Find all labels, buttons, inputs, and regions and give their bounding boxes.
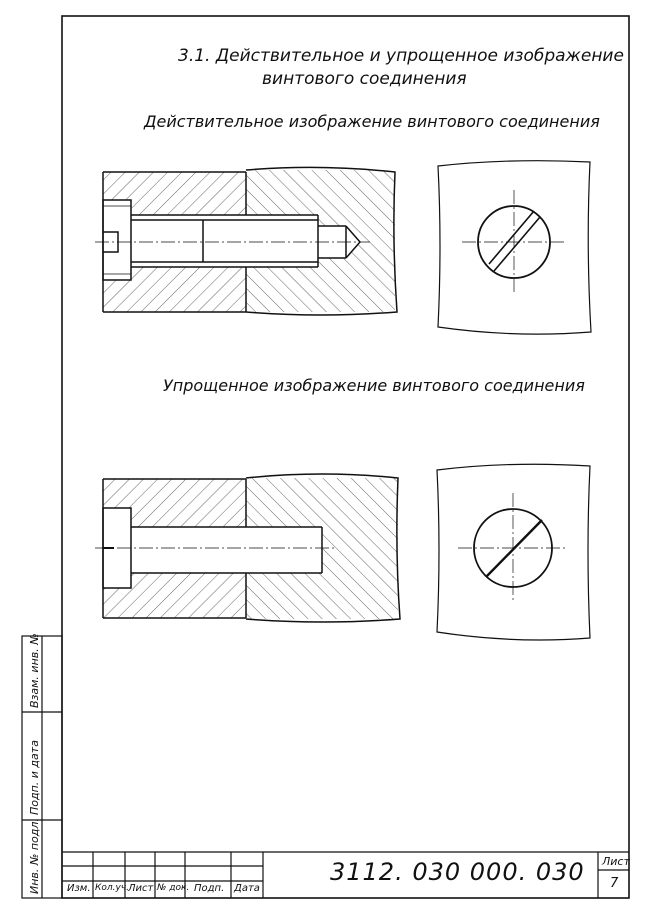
document-designation: 3112. 030 000. 030 <box>330 858 585 886</box>
side-label-vzam-inv: Взам. инв. № <box>28 633 41 708</box>
tb-col-kol-uch: Кол.уч. <box>95 883 130 893</box>
tb-col-n-dok: № док. <box>157 883 190 893</box>
section-heading-actual: Действительное изображение винтового соединения <box>144 112 600 131</box>
tb-col-list: Лист <box>128 883 154 894</box>
sheet-frame <box>62 16 629 898</box>
side-label-podp-data: Подп. и дата <box>28 740 41 815</box>
page-title-line1: 3.1. Действительное и упрощенное изображение <box>178 46 624 66</box>
simplified-end-view <box>437 464 590 640</box>
sheet-label: Лист <box>602 855 630 868</box>
tb-col-data: Дата <box>234 883 260 894</box>
sheet-number: 7 <box>610 876 619 891</box>
tb-col-izm: Изм. <box>67 883 91 894</box>
side-label-inv-podl: Инв. № подл. <box>28 818 41 894</box>
actual-end-view <box>438 161 591 334</box>
section-heading-simplified: Упрощенное изображение винтового соединения <box>163 376 585 395</box>
tb-col-podp: Подп. <box>194 883 225 894</box>
page-title-line2: винтового соединения <box>262 69 467 89</box>
simplified-section-view <box>95 474 400 622</box>
actual-section-view <box>95 167 397 315</box>
